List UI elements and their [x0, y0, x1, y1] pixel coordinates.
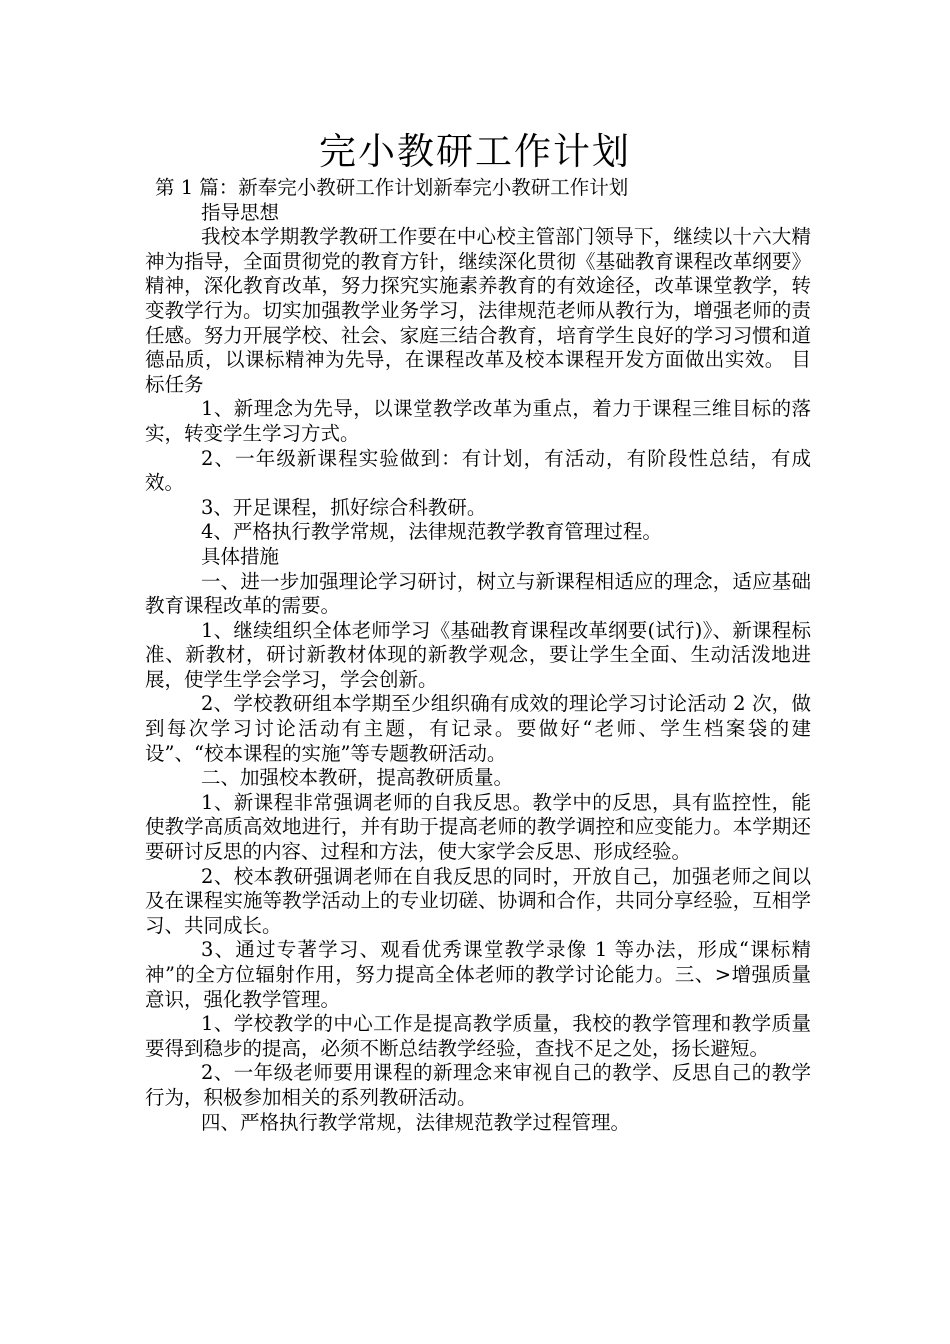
list-item: 3、通过专著学习、观看优秀课堂教学录像 1 等办法，形成“课标精神”的全方位辐射作用，努力提高全体老师的教学讨论能力。三、>增强质量意识，强化教学管理。: [145, 938, 811, 1011]
list-item: 1、学校教学的中心工作是提高教学质量，我校的教学管理和教学质量要得到稳步的提高，必须不断总结教学经验，查找不足之处，扬长避短。: [145, 1012, 811, 1060]
document-body: [145, 176, 811, 1135]
list-item: 2、一年级新课程实验做到：有计划，有活动，有阶段性总结，有成效。: [145, 446, 811, 495]
list-item: 2、校本教研强调老师在自我反思的同时，开放自己，加强老师之间以及在课程实施等教学活动上的专业切磋、协调和合作，共同分享经验，互相学习、共同成长。: [145, 864, 811, 937]
section-heading: 指导思想: [201, 200, 280, 224]
section-heading: 四、严格执行教学常规，法律规范教学过程管理。: [201, 1110, 631, 1134]
page-title: 完小教研工作计划: [319, 130, 631, 173]
chapter-heading: 第 1 篇：新奉完小教研工作计划新奉完小教研工作计划: [155, 176, 629, 199]
section-heading: 二、加强校本教研，提高教研质量。: [201, 766, 514, 790]
paragraph: 我校本学期教学教研工作要在中心校主管部门领导下，继续以十六大精神为指导，全面贯彻党的教育方针，继续深化贯彻《基础教育课程改革纲要》精神，深化教育改革，努力探究实施素养教育的有效途径，改革课堂教学，转变教学行为。切实加强教学业务学习，法律规范老师从教行为，增强老师的责任感。努力开展学校、社会、家庭三结合教育，培育学生良好的学习习惯和道德品质，以课标精神为先导，在课程改革及校本课程开发方面做出实效。 目标任务: [145, 225, 811, 396]
list-item: 3、开足课程，抓好综合科教研。: [201, 495, 487, 519]
list-item: 2、学校教研组本学期至少组织确有成效的理论学习讨论活动 2 次，做到每次学习讨论活动有主题，有记录。要做好“老师、学生档案袋的建设”、“校本课程的实施”等专题教研活动。: [145, 692, 811, 765]
section-heading: 具体措施: [201, 544, 280, 568]
list-item: 1、新理念为先导，以课堂教学改革为重点，着力于课程三维目标的落实，转变学生学习方式。: [145, 397, 811, 445]
list-item: 1、继续组织全体老师学习《基础教育课程改革纲要(试行)》、新课程标准、新教材，研讨新教材体现的新教学观念，要让学生全面、生动活泼地进展，使学生学会学习，学会创新。: [145, 618, 811, 691]
section-heading: 一、进一步加强理论学习研讨，树立与新课程相适应的理念，适应基础教育课程改革的需要。: [145, 569, 811, 618]
list-item: 2、一年级老师要用课程的新理念来审视自己的教学、反思自己的教学行为，积极参加相关的系列教研活动。: [145, 1061, 811, 1109]
list-item: 1、新课程非常强调老师的自我反思。教学中的反思，具有监控性，能使教学高质高效地进行，并有助于提高老师的教学调控和应变能力。本学期还要研讨反思的内容、过程和方法，使大家学会反思、形成经验。: [145, 790, 811, 864]
list-item: 4、严格执行教学常规，法律规范教学教育管理过程。: [201, 520, 662, 544]
